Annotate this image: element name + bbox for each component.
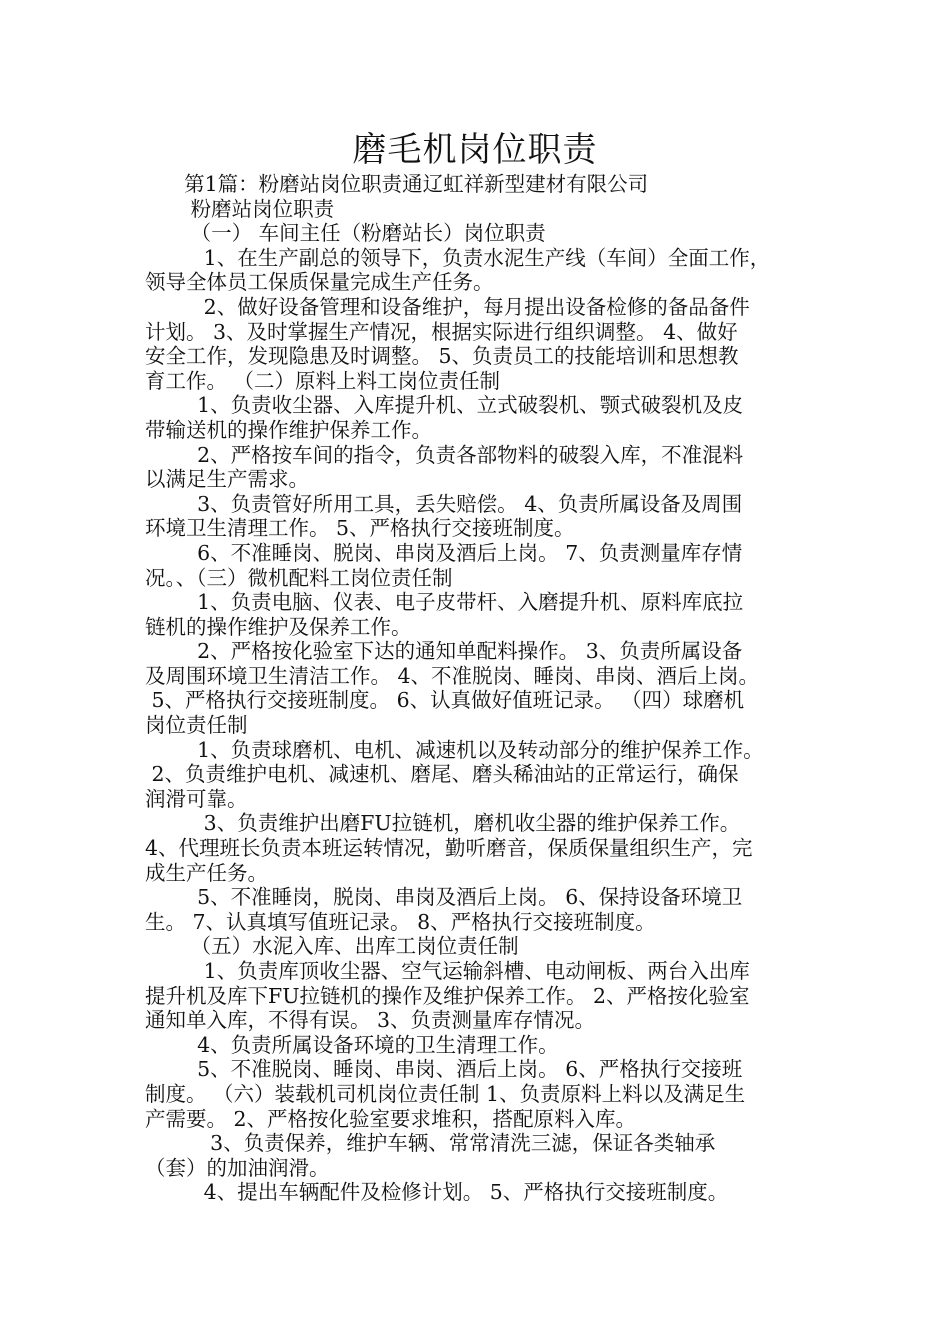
text-line: 3、负责维护出磨FU拉链机，磨机收尘器的维护保养工作。 bbox=[145, 811, 741, 836]
text-line: 5、不准脱岗、睡岗、串岗、酒后上岗。 6、严格执行交接班 bbox=[145, 1057, 743, 1082]
text-line: 4、提出车辆配件及检修计划。 5、严格执行交接班制度。 bbox=[145, 1180, 729, 1205]
text-line: 4、代理班长负责本班运转情况，勤听磨音，保质保量组织生产，完 bbox=[145, 836, 753, 861]
text-line: （一） 车间主任（粉磨站长）岗位职责 bbox=[145, 221, 546, 246]
text-line: 3、负责管好所用工具，丢失赔偿。 4、负责所属设备及周围 bbox=[145, 491, 743, 516]
text-line: 领导全体员工保质保量完成生产任务。 bbox=[145, 270, 494, 295]
text-line: 5、不准睡岗，脱岗、串岗及酒后上岗。 6、保持设备环境卫 bbox=[145, 885, 743, 910]
document-title: 磨毛机岗位职责 bbox=[352, 130, 598, 170]
text-line: 育工作。 （二）原料上料工岗位责任制 bbox=[145, 368, 501, 393]
text-line: 2、负责维护电机、减速机、磨尾、磨头稀油站的正常运行，确保 bbox=[145, 762, 739, 787]
text-line: 产需要。 2、严格按化验室要求堆积，搭配原料入库。 bbox=[145, 1106, 637, 1131]
text-line: 粉磨站岗位职责 bbox=[145, 196, 335, 221]
text-line: 1、负责电脑、仪表、电子皮带杆、入磨提升机、原料库底拉 bbox=[145, 590, 744, 615]
text-line: 制度。 （六）装载机司机岗位责任制 1、负责原料上料以及满足生 bbox=[145, 1081, 746, 1106]
text-line: 提升机及库下FU拉链机的操作及维护保养工作。 2、严格按化验室 bbox=[145, 983, 750, 1008]
text-line: 5、严格执行交接班制度。 6、认真做好值班记录。 （四）球磨机 bbox=[145, 688, 745, 713]
text-line: 通知单入库，不得有误。 3、负责测量库存情况。 bbox=[145, 1008, 596, 1033]
text-line: 岗位责任制 bbox=[145, 713, 248, 738]
text-line: 1、在生产副总的领导下，负责水泥生产线（车间）全面工作， bbox=[145, 245, 771, 270]
text-line: 成生产任务。 bbox=[145, 860, 268, 885]
text-line: 况。、（三）微机配料工岗位责任制 bbox=[145, 565, 453, 590]
text-line: 2、做好设备管理和设备维护，每月提出设备检修的备品备件 bbox=[145, 294, 750, 319]
text-line: 3、负责保养，维护车辆、常常清洗三滤，保证各类轴承 bbox=[145, 1131, 716, 1156]
text-line: 及周围环境卫生清洁工作。 4、不准脱岗、睡岗、串岗、酒后上岗。 bbox=[145, 663, 760, 688]
text-line: 链机的操作维护及保养工作。 bbox=[145, 614, 412, 639]
document-body bbox=[145, 172, 807, 1205]
text-line: 2、严格按车间的指令，负责各部物料的破裂入库，不准混料 bbox=[145, 442, 744, 467]
text-line: 环境卫生清理工作。 5、严格执行交接班制度。 bbox=[145, 516, 575, 541]
text-line: 2、严格按化验室下达的通知单配料操作。 3、负责所属设备 bbox=[145, 639, 743, 664]
text-line: 计划。 3、及时掌握生产情况，根据实际进行组织调整。 4、做好 bbox=[145, 319, 738, 344]
text-line: 安全工作，发现隐患及时调整。 5、负责员工的技能培训和思想教 bbox=[145, 344, 739, 369]
text-line: 生。 7、认真填写值班记录。 8、严格执行交接班制度。 bbox=[145, 909, 656, 934]
text-line: （五）水泥入库、出库工岗位责任制 bbox=[145, 934, 519, 959]
text-line: 第1篇：粉磨站岗位职责通辽虹祥新型建材有限公司 bbox=[145, 172, 649, 196]
text-line: 1、负责收尘器、入库提升机、立式破裂机、颚式破裂机及皮 bbox=[145, 393, 744, 418]
text-line: 润滑可靠。 bbox=[145, 786, 248, 811]
text-line: 4、负责所属设备环境的卫生清理工作。 bbox=[145, 1032, 559, 1057]
text-line: （套）的加油润滑。 bbox=[145, 1155, 330, 1180]
text-line: 以满足生产需求。 bbox=[145, 467, 309, 492]
text-line: 1、负责球磨机、电机、减速机以及转动部分的维护保养工作。 bbox=[145, 737, 764, 762]
text-line: 6、不准睡岗、脱岗、串岗及酒后上岗。 7、负责测量库存情 bbox=[145, 540, 743, 565]
text-line: 1、负责库顶收尘器、空气运输斜槽、电动闸板、两台入出库 bbox=[145, 959, 750, 983]
text-line: 带输送机的操作维护保养工作。 bbox=[145, 417, 432, 442]
